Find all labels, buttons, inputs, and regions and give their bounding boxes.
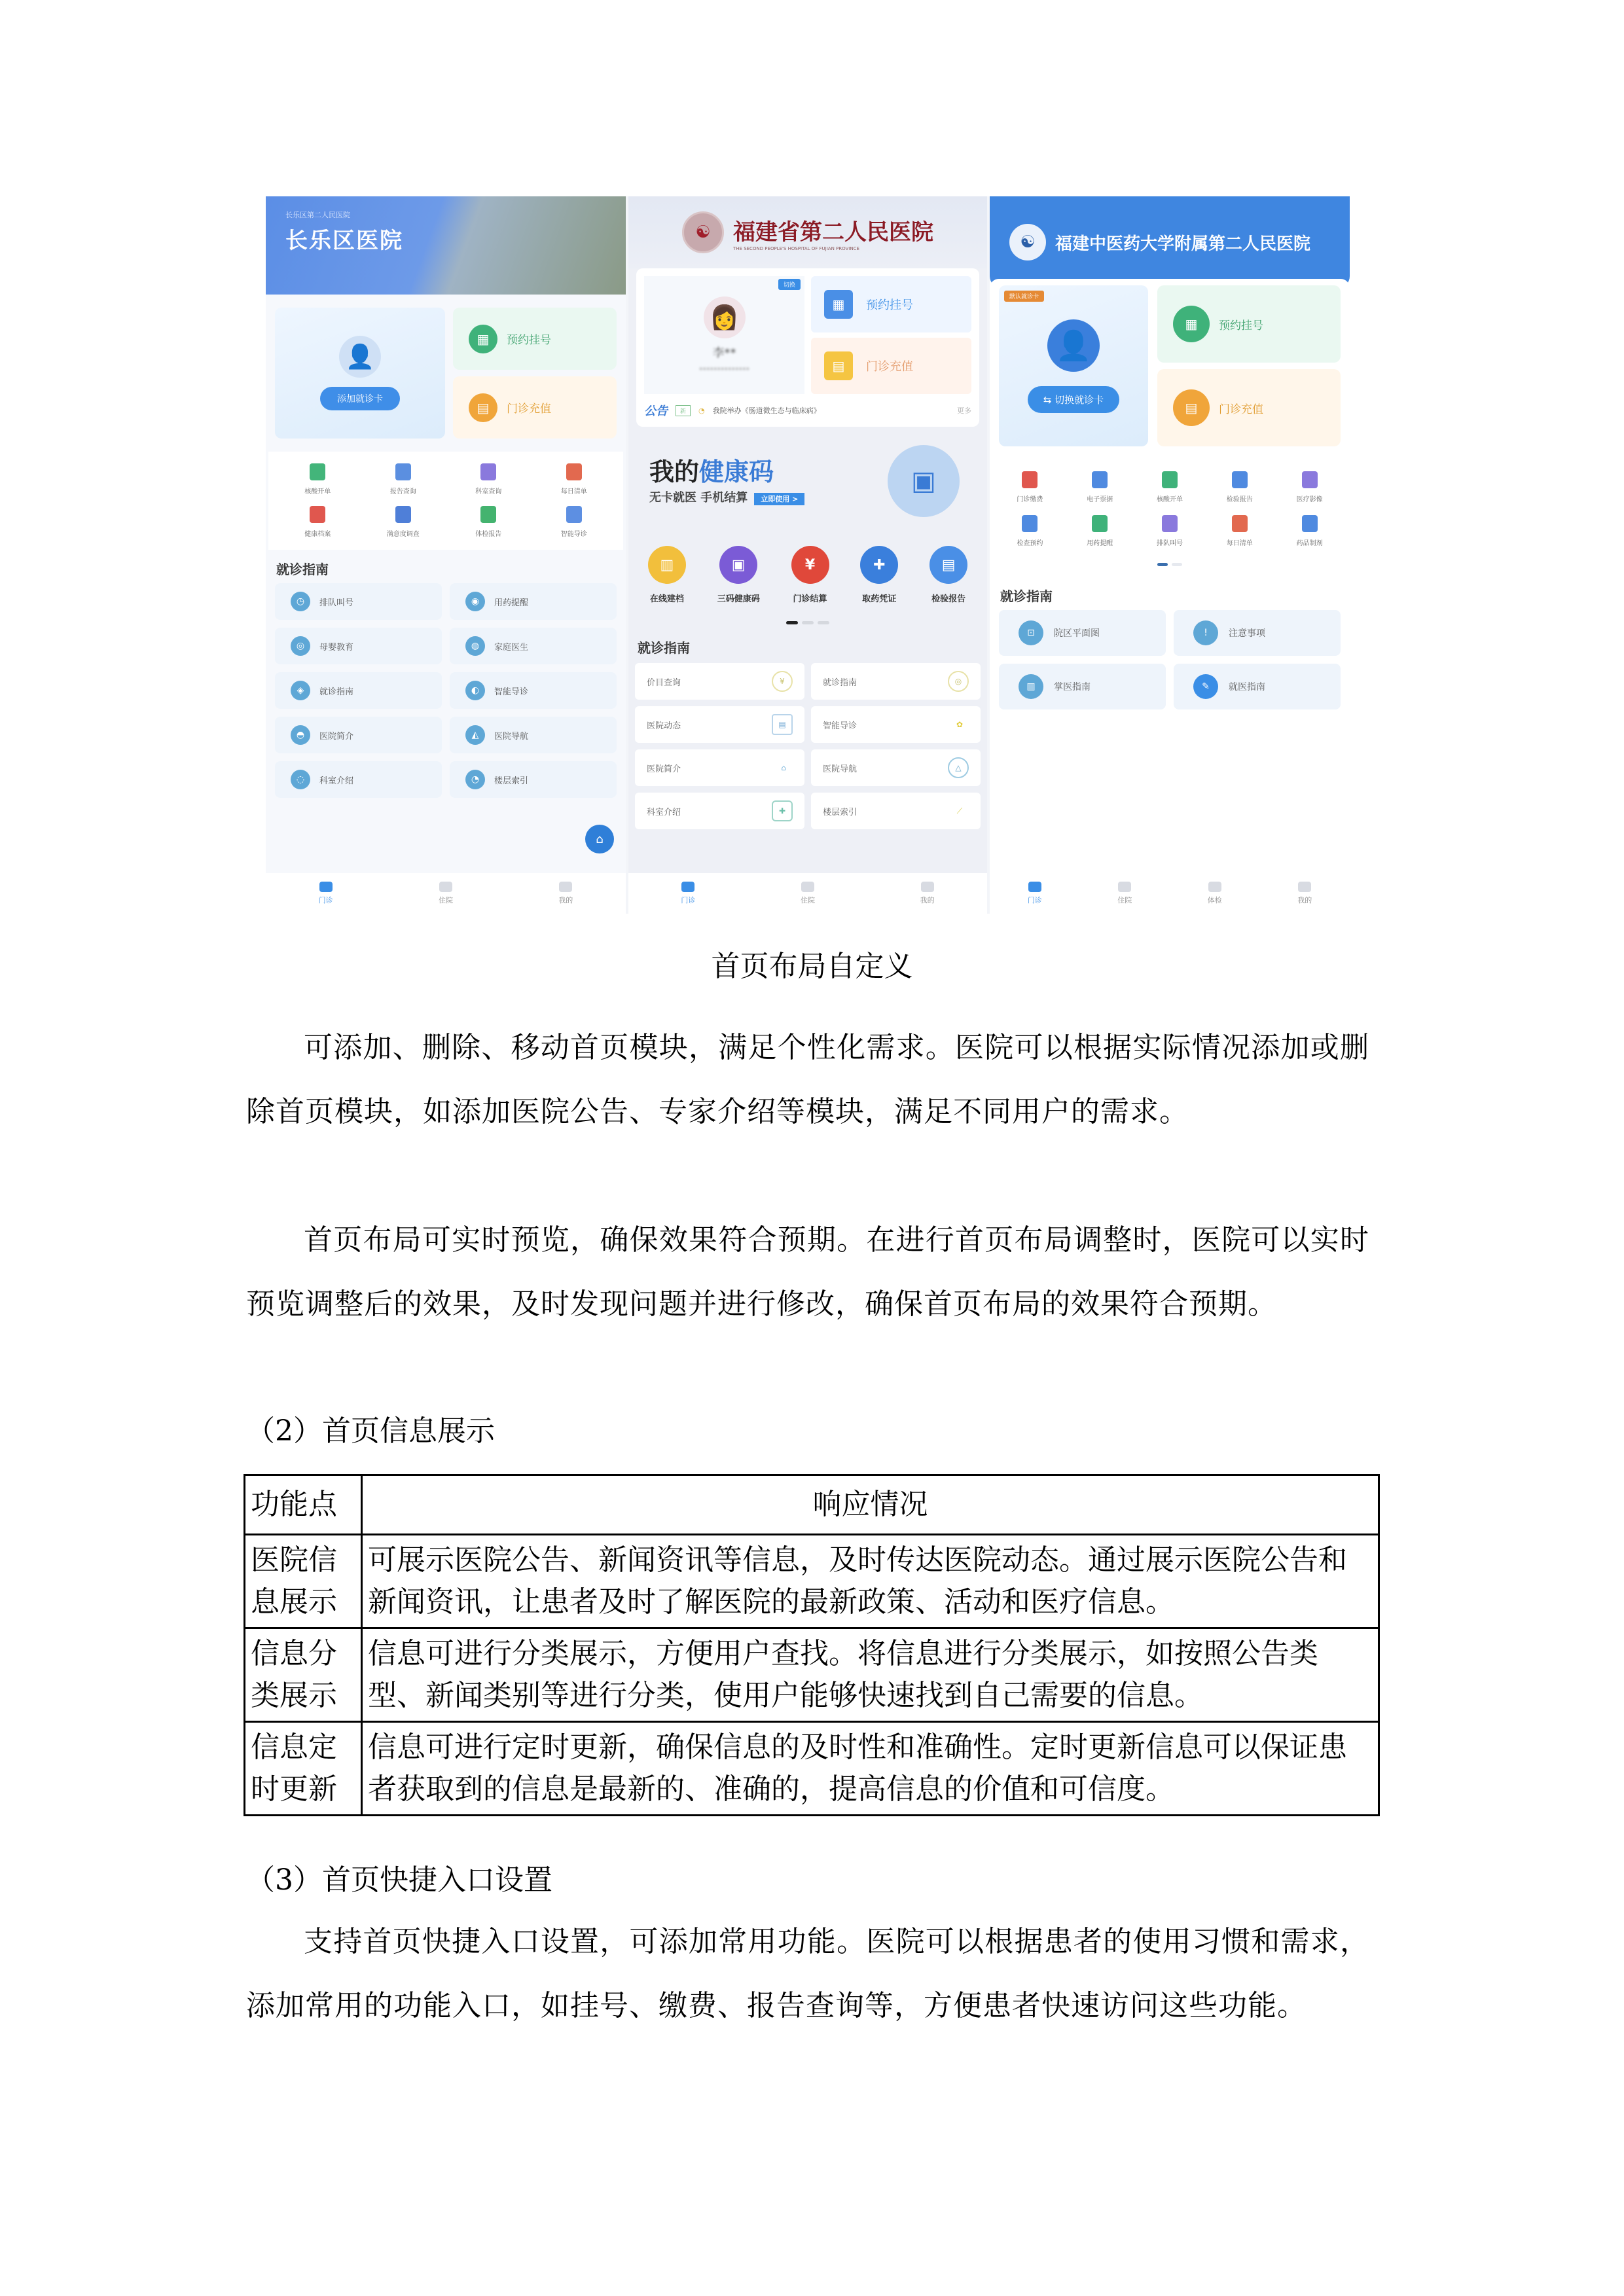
queue-icon — [1162, 515, 1178, 532]
user-icon — [921, 882, 934, 892]
hospital-subtitle: THE SECOND PEOPLE'S HOSPITAL OF FUJIAN PROVINCE — [733, 245, 859, 251]
outpatient-icon — [319, 882, 333, 892]
hospital-logo-icon: ☯ — [1009, 224, 1046, 260]
smart-triage-icon: ✿ — [956, 720, 964, 729]
wallet-icon: ▤ — [824, 351, 853, 380]
calendar-icon: ▦ — [469, 325, 497, 353]
figure-caption: 首页布局自定义 — [711, 950, 913, 983]
guide-item[interactable]: ◐ 智能导诊 — [450, 672, 617, 709]
tab-mine[interactable]: 我的 — [558, 882, 573, 905]
navigation-icon: △ — [948, 757, 969, 778]
guide-section-title: 就诊指南 — [638, 640, 690, 656]
wallet-icon: ▤ — [1173, 389, 1210, 426]
calendar-icon: ▦ — [1173, 306, 1210, 342]
grid-item[interactable]: 报告查询 — [361, 463, 446, 495]
survey-icon — [395, 506, 411, 523]
column-header-feature: 功能点 — [245, 1475, 362, 1535]
paragraph-layout-custom: 可添加、删除、移动首页模块，满足个性化需求。医院可以根据实际情况添加或删除首页模块，如添加医院公告、专家介绍等模块，满足不同用户的需求。 — [246, 1031, 1369, 1128]
notice-bar[interactable] — [644, 394, 971, 419]
medical-kit-icon — [310, 506, 325, 523]
bottom-tabbar — [990, 873, 1350, 914]
tab-outpatient[interactable]: 门诊 — [1028, 882, 1042, 905]
use-now-button[interactable]: 立即使用 > — [754, 493, 804, 505]
table-header-row — [245, 1475, 1379, 1535]
guide-icon: ◎ — [948, 671, 969, 692]
default-card-tag: 默认就诊卡 — [1004, 291, 1044, 302]
floating-home-button[interactable]: ⌂ — [585, 825, 614, 853]
floor-icon: ◔ — [465, 770, 485, 789]
hospital-title: 长乐区医院 — [285, 228, 403, 254]
smart-triage-icon: ◐ — [465, 681, 485, 700]
quick-register[interactable]: ▦ 预约挂号 — [811, 276, 971, 332]
guide-item[interactable]: ◎ 母婴教育 — [275, 628, 442, 664]
guide-item[interactable]: ◍ 家庭医生 — [450, 628, 617, 664]
clipboard-icon — [310, 463, 325, 480]
grid-item[interactable]: 智能导诊 — [532, 506, 617, 538]
clipboard-icon — [1162, 471, 1178, 488]
pill-icon: ◉ — [465, 592, 485, 611]
speaker-icon: ◔ — [698, 406, 705, 415]
bill-icon — [1232, 515, 1248, 532]
quick-label: 预约挂号 — [507, 334, 551, 347]
tab-mine[interactable]: 我的 — [920, 882, 935, 905]
tab-outpatient[interactable]: 门诊 — [319, 882, 333, 905]
bill-icon — [566, 463, 582, 480]
guide-item[interactable]: ! 注意事项 — [1174, 610, 1341, 656]
payment-icon: ¥ — [791, 546, 829, 584]
baby-icon: ◎ — [291, 636, 310, 656]
circle-shortcuts — [628, 530, 987, 604]
queue-icon: ◷ — [291, 592, 310, 611]
checkup-icon — [480, 506, 496, 523]
guide-item[interactable]: ◓ 医院简介 — [275, 717, 442, 753]
hospital-subtitle: 长乐区第二人民医院 — [285, 211, 350, 219]
column-header-response: 响应情况 — [362, 1475, 1379, 1535]
avatar-icon: 👤 — [339, 336, 381, 378]
response-cell: 可展示医院公告、新闻资讯等信息，及时传达医院动态。通过展示医院公告和新闻资讯，让患者及时了解医院的最新政策、活动和医疗信息。 — [362, 1535, 1379, 1628]
bed-icon — [1118, 882, 1131, 892]
guide-item[interactable]: ◈ 就诊指南 — [275, 672, 442, 709]
hospital-title: 福建省第二人民医院 — [733, 219, 933, 245]
function-grid — [990, 459, 1350, 559]
paragraph-quick-entry: 支持首页快捷入口设置，可添加常用功能。医院可以根据患者的使用习惯和需求，添加常用的功能入口，如挂号、缴费、报告查询等，方便患者快速访问这些功能。 — [246, 1925, 1369, 2022]
profile-card — [275, 308, 445, 439]
hospital-header — [628, 196, 987, 268]
guide-item[interactable]: ◉ 用药提醒 — [450, 583, 617, 620]
user-icon — [1298, 882, 1311, 892]
report-icon — [1232, 471, 1248, 488]
tab-inpatient[interactable]: 住院 — [439, 882, 453, 905]
guide-item[interactable]: 科室介绍 ✚ — [635, 793, 804, 829]
paragraph-live-preview: 首页布局可实时预览，确保效果符合预期。在进行首页布局调整时，医院可以实时预览调整后的效果，及时发现问题并进行修改，确保首页布局的效果符合预期。 — [246, 1223, 1369, 1321]
function-grid — [268, 452, 623, 550]
table-row — [245, 1535, 1379, 1628]
report-icon — [395, 463, 411, 480]
health-code-banner[interactable] — [636, 445, 979, 530]
book-icon: ▥ — [1019, 674, 1043, 699]
archive-icon: ▥ — [648, 546, 686, 584]
switch-card-button[interactable]: ⇆ 切换就诊卡 — [1028, 386, 1119, 413]
grid-item[interactable]: 电子票据 — [1065, 471, 1135, 503]
phone-screen-changle — [266, 196, 626, 914]
grid-item[interactable]: 体检报告 — [446, 506, 532, 538]
grid-item[interactable]: 医疗影像 — [1274, 471, 1344, 503]
grid-item[interactable]: 满意度调查 — [361, 506, 446, 538]
guide-item[interactable]: ◌ 科室介绍 — [275, 761, 442, 798]
hospital-header — [990, 196, 1350, 288]
guide-icon: ◈ — [291, 681, 310, 700]
grid-item[interactable]: 健康档案 — [275, 506, 361, 538]
hospital-banner — [266, 196, 626, 295]
grid-item[interactable]: 药品制剂 — [1274, 515, 1344, 547]
section-heading-quick-entry: （3）首页快捷入口设置 — [246, 1863, 552, 1897]
feature-cell: 医院信息展示 — [245, 1535, 362, 1628]
grid-item[interactable]: 核酸开单 — [275, 463, 361, 495]
quick-register[interactable]: ▦ 预约挂号 — [1157, 285, 1341, 363]
imaging-icon — [1302, 471, 1318, 488]
navigation-icon: ◭ — [465, 725, 485, 745]
report-icon: ▤ — [929, 546, 967, 584]
shortcut-item[interactable]: ▤ 检验报告 — [929, 546, 967, 604]
outpatient-icon — [681, 882, 695, 892]
profile-card — [636, 268, 979, 427]
hospital-icon: ◓ — [291, 725, 310, 745]
table-row — [245, 1628, 1379, 1722]
appointment-icon — [1022, 515, 1038, 532]
guide-grid — [990, 610, 1350, 709]
response-cell: 信息可进行定时更新，确保信息的及时性和准确性。定时更新信息可以保证患者获取到的信息是最新的、准确的，提高信息的价值和可信度。 — [362, 1722, 1379, 1816]
info-icon: ! — [1193, 620, 1218, 645]
guide-item[interactable]: ⊡ 院区平面图 — [999, 610, 1166, 656]
health-code-subtitle: 无卡就医 手机结算 立即使用 > — [649, 488, 804, 505]
profile-card — [999, 285, 1148, 446]
id-card-icon: ▣ — [719, 546, 757, 584]
bottom-tabbar — [628, 873, 987, 914]
tab-inpatient[interactable]: 住院 — [1117, 882, 1132, 905]
user-id: ************** — [699, 365, 749, 374]
guide-grid — [628, 663, 987, 829]
grid-item[interactable]: 科室查询 — [446, 463, 532, 495]
reminder-icon — [1092, 515, 1108, 532]
bed-icon — [439, 882, 452, 892]
grid-item[interactable]: 核酸开单 — [1135, 471, 1205, 503]
feature-cell: 信息定时更新 — [245, 1722, 362, 1816]
phone-illustration-icon: ▣ — [888, 445, 960, 517]
grid-item[interactable]: 每日清单 — [532, 463, 617, 495]
shortcut-item[interactable]: ✚ 取药凭证 — [860, 546, 898, 604]
guide-item[interactable]: 价目查询 ¥ — [635, 663, 804, 700]
carousel-indicator — [628, 604, 987, 634]
list-icon — [480, 463, 496, 480]
notice-text: 我院举办《肠道微生态与临床病》 — [712, 406, 821, 415]
grid-item[interactable]: 检查预约 — [995, 515, 1065, 547]
table-row — [245, 1722, 1379, 1816]
guide-item[interactable]: ▥ 掌医指南 — [999, 664, 1166, 709]
guide-item[interactable]: ◔ 楼层索引 — [450, 761, 617, 798]
outpatient-icon — [1028, 882, 1041, 892]
quick-recharge[interactable]: ▤ 门诊充值 — [811, 338, 971, 394]
section-heading-info-display: （2）首页信息展示 — [246, 1414, 495, 1448]
guide-item[interactable]: 楼层索引 ⟋ — [811, 793, 981, 829]
health-code-title: 我的健康码 — [649, 457, 774, 486]
wallet-icon: ▤ — [469, 393, 497, 422]
response-cell: 信息可进行分类展示，方便用户查找。将信息进行分类展示，如按照公告类型、新闻类别等进行分类，使用户能够快速找到自己需要的信息。 — [362, 1628, 1379, 1722]
shortcut-item[interactable]: ▣ 三码健康码 — [717, 546, 760, 604]
calendar-icon: ▦ — [824, 290, 853, 319]
guide-item[interactable]: 医院动态 ▤ — [635, 706, 804, 743]
carousel-indicator — [990, 559, 1350, 577]
avatar-icon: 👩 — [704, 296, 746, 338]
grid-item[interactable]: 检验报告 — [1204, 471, 1274, 503]
grid-item[interactable]: 用药提醒 — [1065, 515, 1135, 547]
medical-kit-icon: ✚ — [772, 800, 793, 821]
add-card-button[interactable]: 添加就诊卡 — [320, 387, 400, 410]
tab-inpatient[interactable]: 住院 — [801, 882, 815, 905]
guide-section-title: 就诊指南 — [276, 562, 329, 577]
guide-grid — [266, 583, 626, 798]
guide-item[interactable]: ◭ 医院导航 — [450, 717, 617, 753]
notice-badge: 新 — [676, 405, 691, 416]
switch-icon: ⇆ — [1043, 393, 1055, 406]
bed-icon — [801, 882, 814, 892]
building-icon: ⌂ — [781, 763, 786, 772]
guide-item[interactable]: ◷ 排队叫号 — [275, 583, 442, 620]
payment-icon — [1022, 471, 1038, 488]
user-icon — [559, 882, 572, 892]
guide-item[interactable]: 就诊指南 ◎ — [811, 663, 981, 700]
hospital-logo-icon: ☯ — [682, 211, 724, 253]
guide-item[interactable]: 智能导诊 ✿ — [811, 706, 981, 743]
guide-icon — [566, 506, 582, 523]
feature-response-table — [244, 1474, 1380, 1816]
app-screenshot-collage — [266, 196, 1350, 914]
grid-item[interactable]: 排队叫号 — [1135, 515, 1205, 547]
hospital-title: 福建中医药大学附属第二人民医院 — [1055, 234, 1311, 254]
user-name: 李** — [712, 346, 736, 360]
shortcut-item[interactable]: ▥ 在线建档 — [648, 546, 686, 604]
heart-icon — [1208, 882, 1221, 892]
price-icon: ¥ — [772, 671, 793, 692]
map-icon: ⊡ — [1019, 620, 1043, 645]
medicine-icon: ✚ — [860, 546, 898, 584]
doctor-icon: ◍ — [465, 636, 485, 656]
tab-outpatient[interactable]: 门诊 — [681, 882, 695, 905]
phone-screen-fujian-tcm-second — [990, 196, 1350, 914]
feature-cell: 信息分类展示 — [245, 1628, 362, 1722]
guide-section-title: 就诊指南 — [1000, 588, 1053, 604]
shortcut-item[interactable]: ¥ 门诊结算 — [791, 546, 829, 604]
grid-item[interactable]: 每日清单 — [1204, 515, 1274, 547]
guide-item[interactable]: 医院简介 ⌂ — [635, 749, 804, 786]
edit-icon: ✎ — [1193, 674, 1218, 699]
notice-more-link[interactable]: 更多 — [957, 406, 971, 415]
tab-mine[interactable]: 我的 — [1297, 882, 1312, 905]
guide-item[interactable]: ✎ 就医指南 — [1174, 664, 1341, 709]
tab-checkup[interactable]: 体检 — [1208, 882, 1222, 905]
stairs-icon: ⟋ — [956, 806, 963, 816]
quick-label: 门诊充值 — [507, 403, 551, 416]
quick-recharge[interactable]: ▤ 门诊充值 — [1157, 369, 1341, 446]
bottom-tabbar — [266, 873, 626, 914]
phone-screen-fujian-second — [628, 196, 987, 914]
grid-item[interactable]: 门诊缴费 — [995, 471, 1065, 503]
notice-label: 公告 — [644, 404, 668, 418]
avatar-icon: 👤 — [1047, 319, 1100, 372]
news-icon: ▤ — [772, 714, 793, 735]
department-icon: ◌ — [291, 770, 310, 789]
guide-item[interactable]: 医院导航 △ — [811, 749, 981, 786]
medicine-icon — [1302, 515, 1318, 532]
quick-register[interactable] — [453, 308, 617, 370]
switch-tag[interactable]: 切换 — [778, 279, 801, 290]
invoice-icon — [1092, 471, 1108, 488]
quick-recharge[interactable] — [453, 376, 617, 439]
